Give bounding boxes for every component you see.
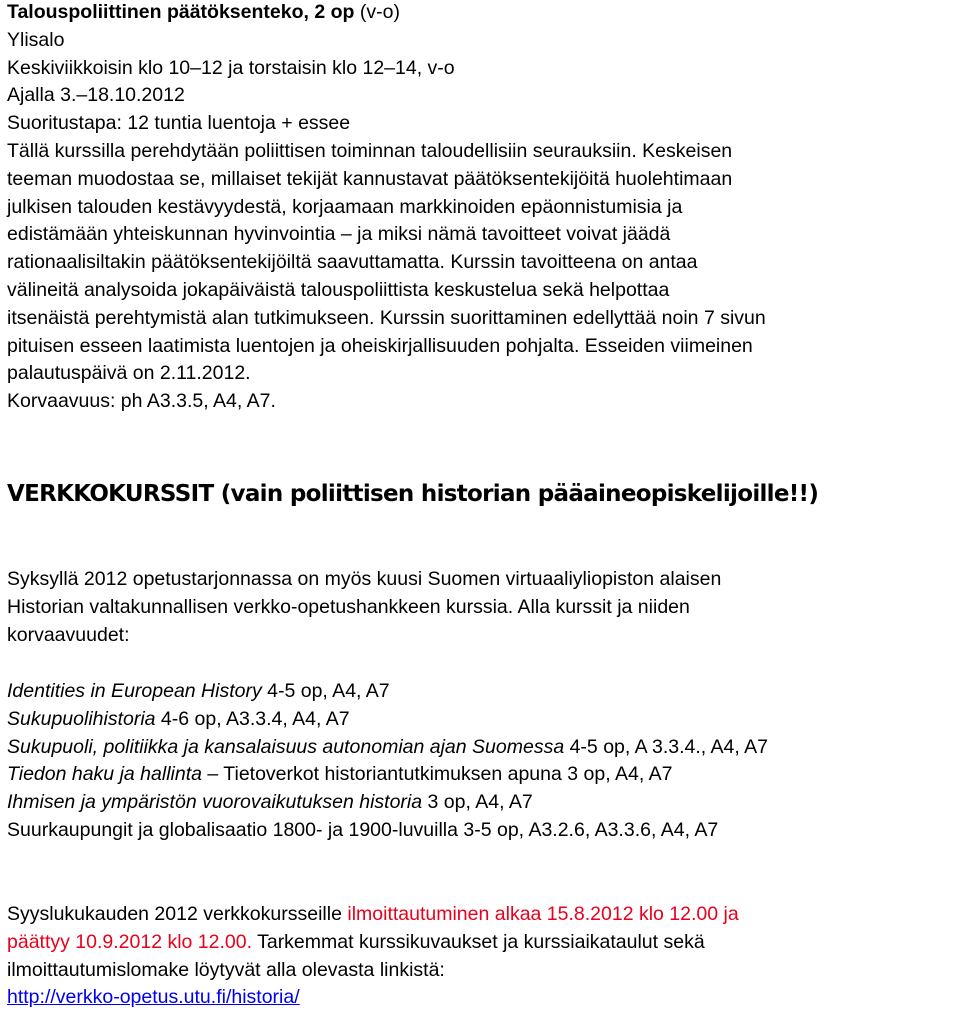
course-schedule: Keskiviikkoisin klo 10–12 ja torstaisin klo 12–14, v-o — [7, 56, 455, 79]
online-intro-line: Historian valtakunnallisen verkko-opetushankkeen kurssia. Alla kurssit ja niiden — [7, 595, 690, 618]
online-course-item — [7, 734, 768, 762]
course-equivalence: Korvaavuus: ph A3.3.5, A4, A7. — [7, 390, 276, 413]
course-description-line: välineitä analysoida jokapäiväistä talouspoliittista keskustelua sekä helpottaa — [7, 278, 670, 301]
online-course-details: 4-6 op, A3.3.4, A4, A7 — [155, 707, 350, 730]
online-intro — [7, 566, 721, 649]
online-intro-line: Syksyllä 2012 opetustarjonnassa on myös kuusi Suomen virtuaaliyliopiston alaisen — [7, 568, 722, 590]
registration-line — [7, 929, 739, 957]
course-description-line: pituisen esseen laatimista luentojen ja oheiskirjallisuuden pohjalta. Esseiden viimeinen — [7, 334, 753, 357]
online-course-details: 3 op, A4, A7 — [422, 791, 533, 814]
registration-link-line — [7, 984, 739, 1012]
registration-line: ilmoittautumislomake löytyvät alla olevasta linkistä: — [7, 958, 445, 981]
online-course-name: Tiedon haku ja hallinta — [7, 763, 202, 786]
online-course-item — [7, 789, 768, 817]
registration-line — [7, 901, 739, 929]
registration-end-highlight: päättyy 10.9.2012 klo 12.00. — [7, 930, 253, 953]
registration-text: Syyslukukauden 2012 verkkokursseille — [7, 903, 348, 925]
course-description-line: julkisen talouden kestävyydestä, korjaamaan markkinoiden epäonnistumisia ja — [7, 195, 683, 218]
online-course-details: 4-5 op, A 3.3.4., A4, A7 — [564, 735, 768, 758]
online-course-item — [7, 706, 768, 734]
course-teacher: Ylisalo — [7, 28, 65, 51]
registration-start-highlight: ilmoittautuminen alkaa 15.8.2012 klo 12.00 ja — [347, 903, 739, 925]
online-course-details: Suurkaupungit ja globalisaatio 1800- ja 1900-luvuilla 3-5 op, A3.2.6, A3.3.6, A4, A7 — [7, 818, 719, 841]
online-course-name: Identities in European History — [7, 680, 262, 702]
course-description-line: teeman muodostaa se, millaiset tekijät kannustavat päätöksentekijöitä huolehtimaan — [7, 167, 733, 190]
online-course-list — [7, 678, 768, 845]
course-title-suffix: (v-o) — [354, 1, 400, 23]
online-intro-line: korvaavuudet: — [7, 623, 130, 646]
online-course-details: 4-5 op, A4, A7 — [261, 680, 390, 702]
course-period: Ajalla 3.–18.10.2012 — [7, 84, 185, 107]
course-description-line: edistämään yhteiskunnan hyvinvointia – ja miksi nämä tavoitteet voivat jäädä — [7, 223, 671, 246]
online-course-name: Ihmisen ja ympäristön vuorovaikutuksen historia — [7, 791, 423, 814]
online-course-details: – Tietoverkot historiantutkimuksen apuna 3 op, A4, A7 — [201, 763, 673, 786]
online-course-item — [7, 761, 768, 789]
course-section — [7, 0, 766, 416]
online-course-item — [7, 678, 768, 706]
registration-info — [7, 901, 739, 1012]
course-description-line: itsenäistä perehtymistä alan tutkimukseen. Kurssin suorittaminen edellyttää noin 7 sivun — [7, 306, 766, 329]
online-course-name: Sukupuolihistoria — [7, 707, 156, 730]
course-description-line: Tällä kurssilla perehdytään poliittisen toiminnan taloudellisiin seurauksiin. Keskeisen — [7, 139, 733, 162]
course-description-line: rationaalisiltakin päätöksentekijöiltä saavuttamatta. Kurssin tavoitteena on antaa — [7, 251, 698, 274]
course-method: Suoritustapa: 12 tuntia luentoja + essee — [7, 112, 351, 135]
course-description-line: palautuspäivä on 2.11.2012. — [7, 362, 251, 385]
history-online-link[interactable]: http://verkko-opetus.utu.fi/historia/ — [7, 986, 300, 1009]
registration-text: Tarkemmat kurssikuvaukset ja kurssiaikataulut sekä — [252, 930, 705, 953]
course-title-line — [7, 0, 766, 27]
online-courses-heading: VERKKOKURSSIT (vain poliittisen historian pääaineopiskelijoille!!) — [7, 481, 819, 507]
course-title: Talouspoliittinen päätöksenteko, 2 op — [7, 1, 355, 23]
online-course-name: Sukupuoli, politiikka ja kansalaisuus autonomian ajan Suomessa — [7, 735, 565, 758]
online-course-item — [7, 817, 768, 845]
